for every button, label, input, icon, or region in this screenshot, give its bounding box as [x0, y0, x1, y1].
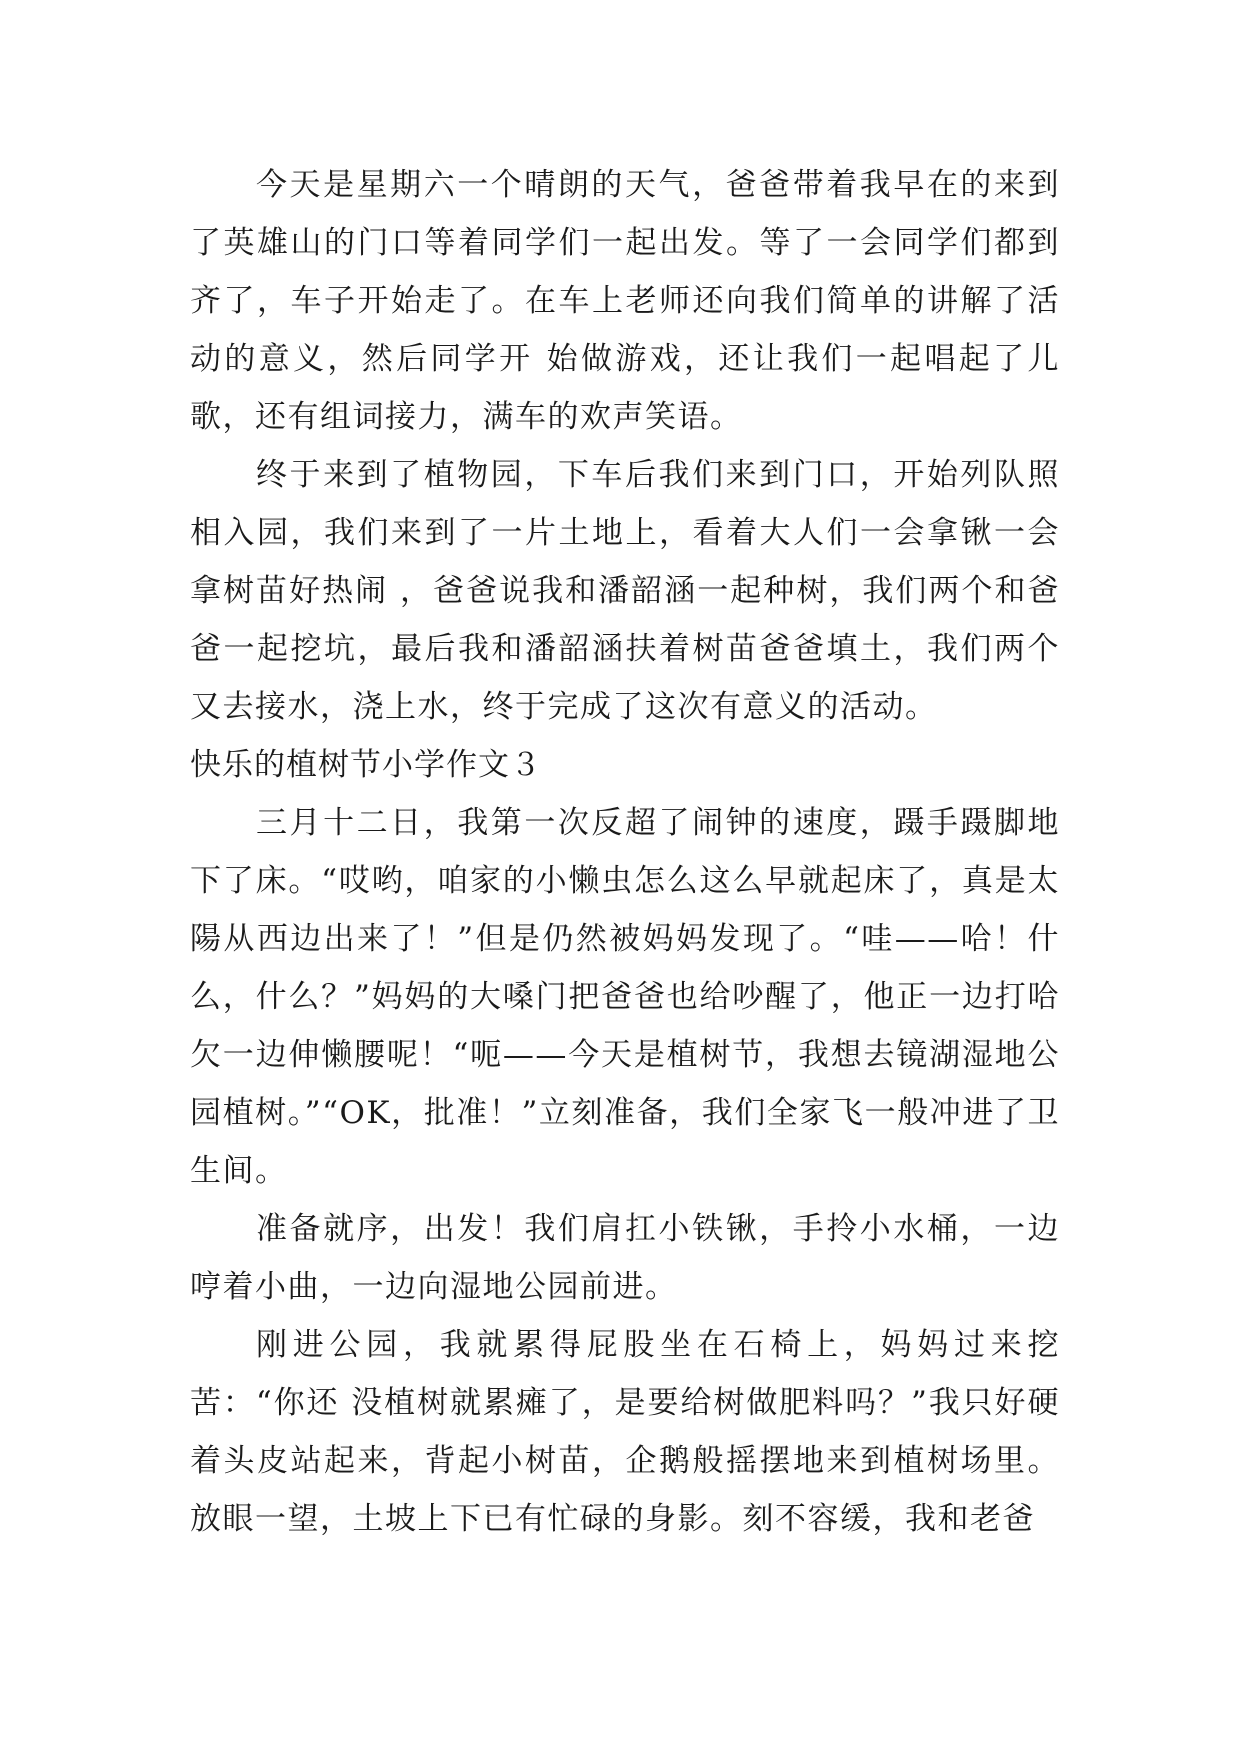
paragraph: 三月十二日，我第一次反超了闹钟的速度，蹑手蹑脚地下了床。“哎哟，咱家的小懒虫怎么这么早就起床了，真是太陽从西边出来了！”但是仍然被妈妈发现了。“哇——哈！什么，什么？”妈妈的大嗓门把爸爸也给吵醒了，他正一边打哈欠一边伸懒腰呢！“呃——今天是植树节，我想去镜湖湿地公园植树。”“OK，批准！”立刻准备，我们全家飞一般冲进了卫生间。: [190, 805, 1060, 1189]
section-heading: 快乐的植树节小学作文３: [190, 747, 542, 783]
paragraph: 准备就序，出发！我们肩扛小铁锹，手拎小水桶，一边哼着小曲，一边向湿地公园前进。: [190, 1211, 1060, 1305]
paragraph: 刚进公园，我就累得屁股坐在石椅上，妈妈过来挖苦：“你还 没植树就累瘫了，是要给树做肥料吗？”我只好硬着头皮站起来，背起小树苗，企鹅般摇摆地来到植树场里。放眼一望，土坡上下已有忙碌的身影。刻不容缓，我和老爸: [190, 1327, 1060, 1537]
paragraph: 今天是星期六一个晴朗的天气，爸爸带着我早在的来到了英雄山的门口等着同学们一起出发。等了一会同学们都到齐了，车子开始走了。在车上老师还向我们简单的讲解了活动的意义，然后同学开 始做游戏，还让我们一起唱起了儿歌，还有组词接力，满车的欢声笑语。: [190, 167, 1060, 435]
document-body: [190, 156, 1060, 1548]
paragraph: 终于来到了植物园，下车后我们来到门口，开始列队照相入园，我们来到了一片土地上，看着大人们一会拿锹一会拿树苗好热闹 ，爸爸说我和潘韶涵一起种树，我们两个和爸爸一起挖坑，最后我和潘韶涵扶着树苗爸爸填土，我们两个又去接水，浇上水，终于完成了这次有意义的活动。: [190, 457, 1060, 725]
